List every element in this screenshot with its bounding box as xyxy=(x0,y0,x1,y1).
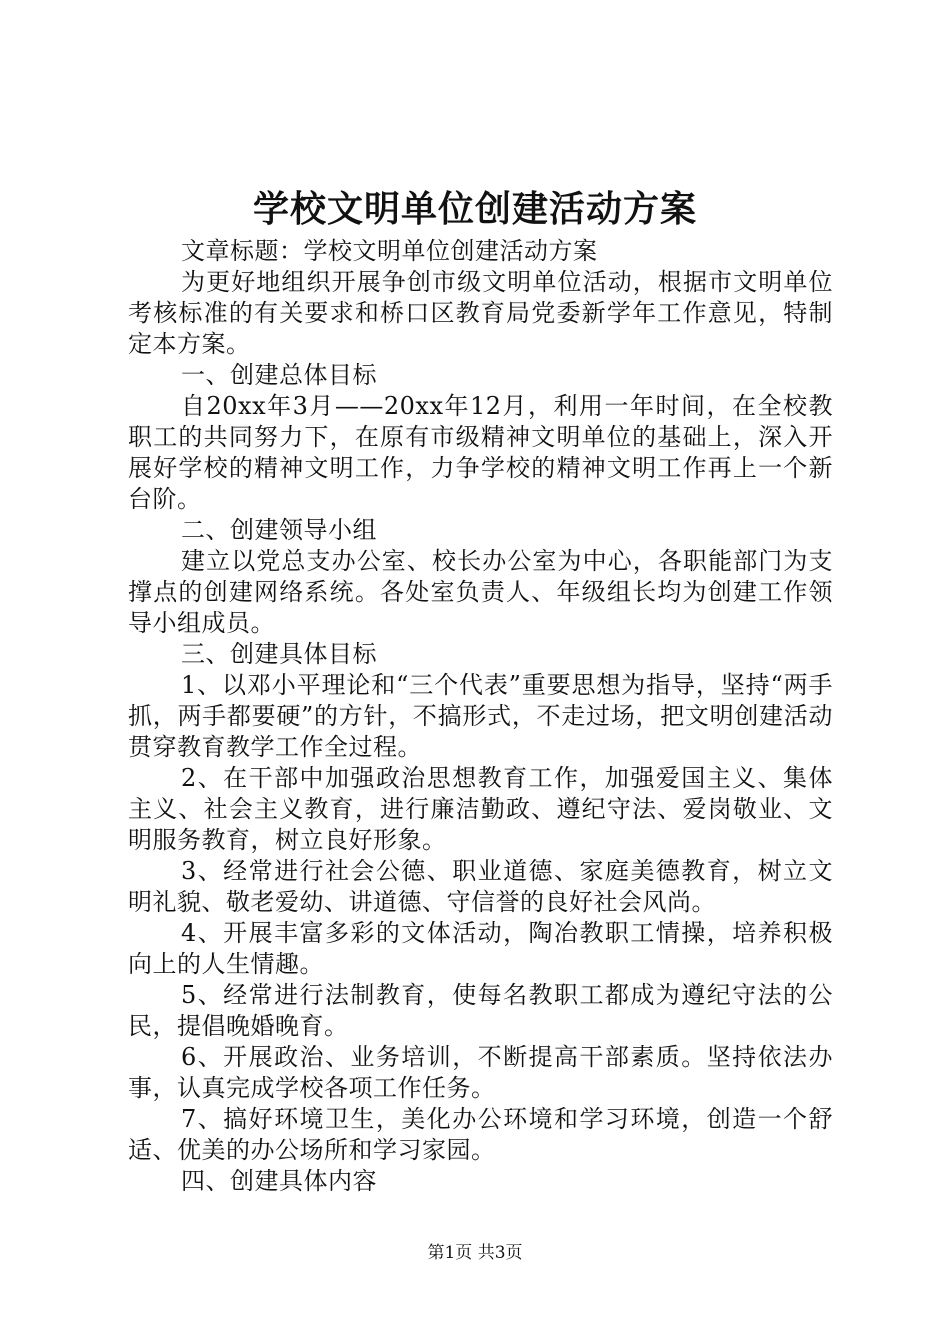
list-item: 5、经常进行法制教育，使每名教职工都成为遵纪守法的公民，提倡晚婚晚育。 xyxy=(128,981,833,1040)
page-footer: 第1页 共3页 xyxy=(427,1243,523,1263)
section-heading-3: 三、创建具体目标 xyxy=(181,640,377,668)
document-body xyxy=(128,236,833,1197)
article-title-line: 文章标题：学校文明单位创建活动方案 xyxy=(181,237,598,265)
paragraph-overall-goal: 自20xx年3月——20xx年12月，利用一年时间，在全校教职工的共同努力下，在原有市级精神文明单位的基础上，深入开展好学校的精神文明工作，力争学校的精神文明工作再上一个新台阶。 xyxy=(128,392,833,513)
intro-paragraph: 为更好地组织开展争创市级文明单位活动，根据市文明单位考核标准的有关要求和桥口区教育局党委新学年工作意见，特制定本方案。 xyxy=(128,268,833,358)
list-item: 6、开展政治、业务培训，不断提高干部素质。坚持依法办事，认真完成学校各项工作任务。 xyxy=(128,1043,833,1102)
section-heading-1: 一、创建总体目标 xyxy=(181,361,377,389)
list-item: 4、开展丰富多彩的文体活动，陶冶教职工情操，培养积极向上的人生情趣。 xyxy=(128,919,833,978)
list-item: 3、经常进行社会公德、职业道德、家庭美德教育，树立文明礼貌、敬老爱幼、讲道德、守信誉的良好社会风尚。 xyxy=(128,857,833,916)
section-heading-2: 二、创建领导小组 xyxy=(181,516,377,544)
section-heading-4: 四、创建具体内容 xyxy=(181,1167,377,1195)
document-title: 学校文明单位创建活动方案 xyxy=(252,188,697,230)
list-item: 2、在干部中加强政治思想教育工作，加强爱国主义、集体主义、社会主义教育，进行廉洁勤政、遵纪守法、爱岗敬业、文明服务教育，树立良好形象。 xyxy=(128,764,833,854)
paragraph-leadership-group: 建立以党总支办公室、校长办公室为中心，各职能部门为支撑点的创建网络系统。各处室负责人、年级组长均为创建工作领导小组成员。 xyxy=(128,547,833,637)
list-item: 1、以邓小平理论和“三个代表”重要思想为指导，坚持“两手抓，两手都要硬”的方针，不搞形式，不走过场，把文明创建活动贯穿教育教学工作全过程。 xyxy=(128,671,833,761)
list-item: 7、搞好环境卫生，美化办公环境和学习环境，创造一个舒适、优美的办公场所和学习家园。 xyxy=(128,1105,833,1164)
